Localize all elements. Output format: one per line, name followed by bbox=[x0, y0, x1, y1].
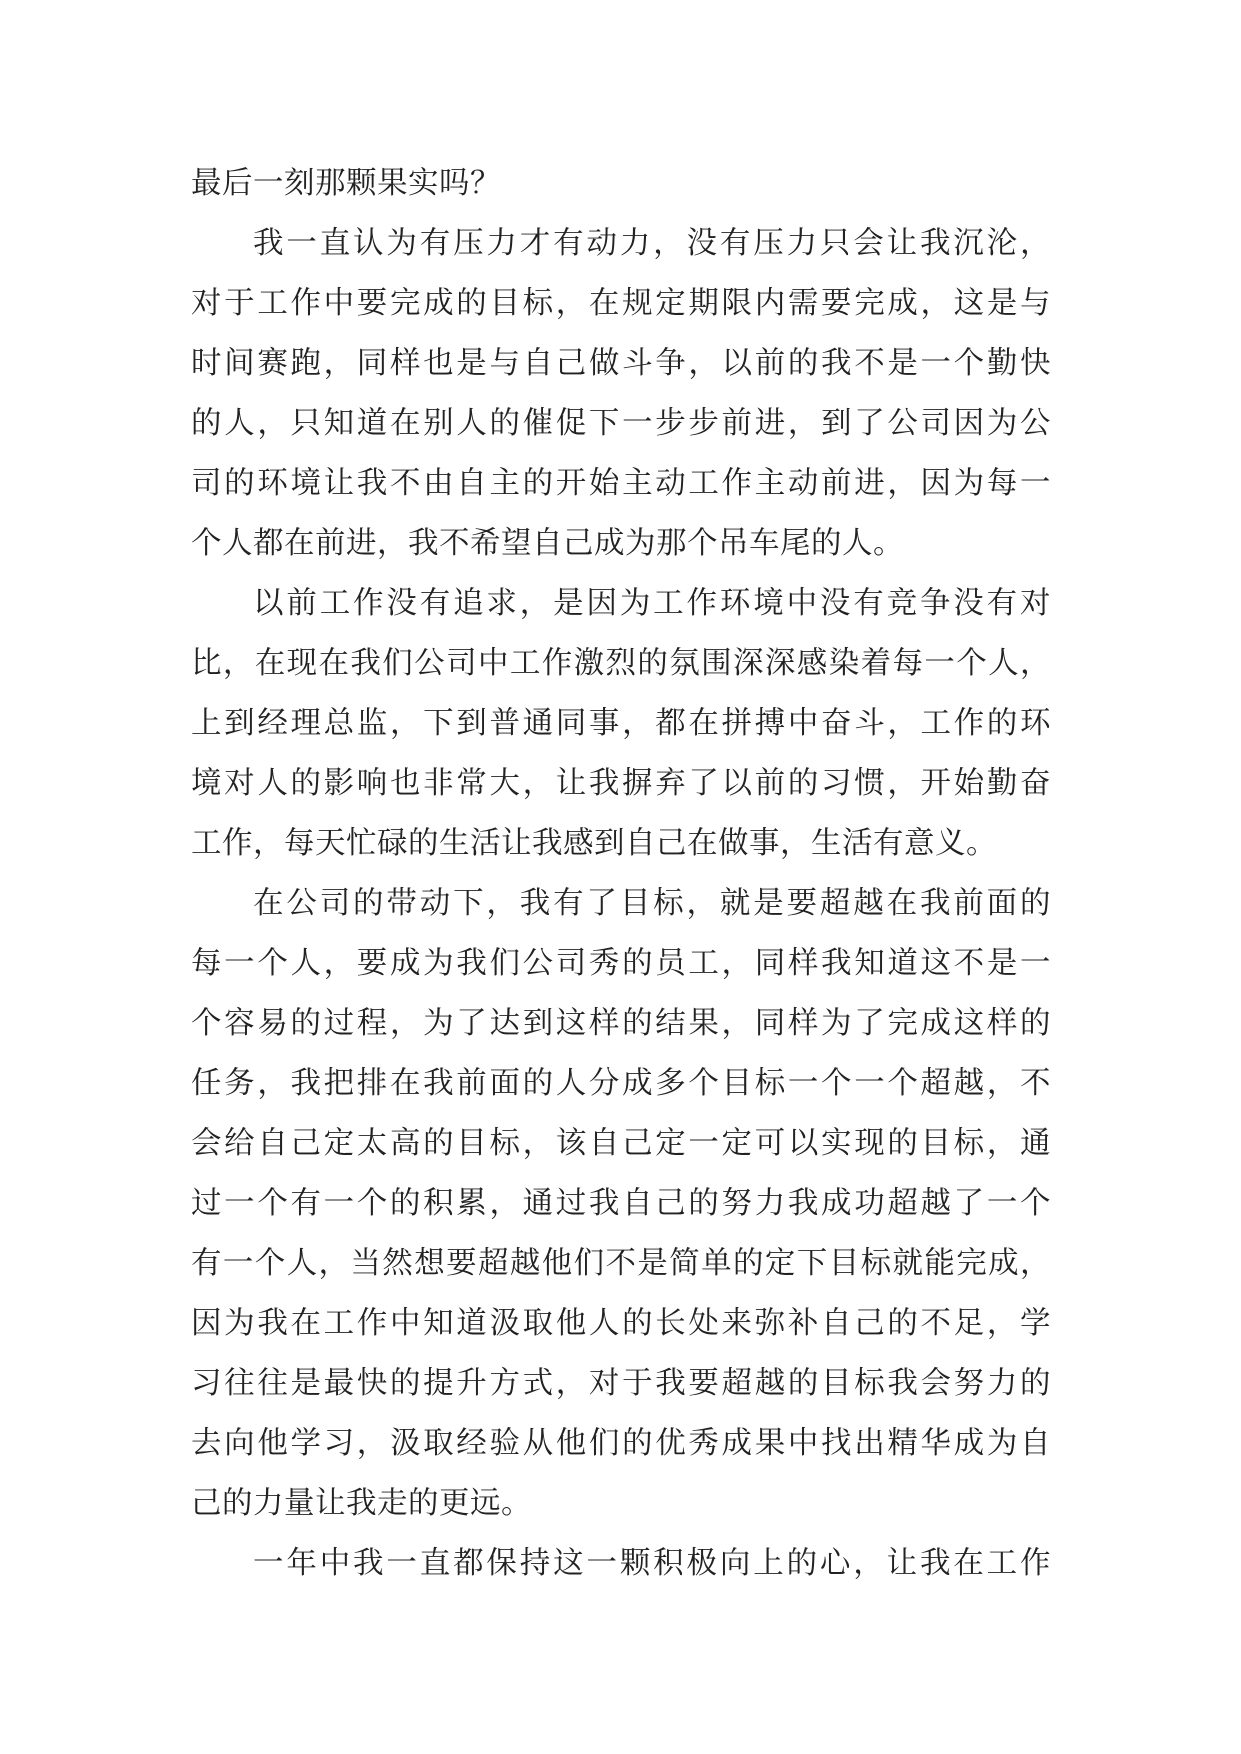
text-line: 每一个人，要成为我们公司秀的员工，同样我知道这不是一 bbox=[191, 946, 1051, 981]
paragraph-first-line: 我一直认为有压力才有动力，没有压力只会让我沉沦， bbox=[253, 226, 1051, 261]
text-line: 境对人的影响也非常大，让我摒弃了以前的习惯，开始勤奋 bbox=[191, 766, 1051, 801]
paragraph-first-line: 在公司的带动下，我有了目标，就是要超越在我前面的 bbox=[253, 886, 1051, 921]
text-line: 有一个人，当然想要超越他们不是简单的定下目标就能完成， bbox=[191, 1246, 1051, 1281]
text-line: 比，在现在我们公司中工作激烈的氛围深深感染着每一个人， bbox=[191, 646, 1051, 681]
text-line: 时间赛跑，同样也是与自己做斗争，以前的我不是一个勤快 bbox=[191, 346, 1051, 381]
text-line: 工作，每天忙碌的生活让我感到自己在做事，生活有意义。 bbox=[191, 826, 997, 861]
text-line: 个容易的过程，为了达到这样的结果，同样为了完成这样的 bbox=[191, 1006, 1051, 1041]
document-body bbox=[191, 154, 1051, 1594]
text-line: 因为我在工作中知道汲取他人的长处来弥补自己的不足，学 bbox=[191, 1306, 1051, 1341]
text-line: 去向他学习，汲取经验从他们的优秀成果中找出精华成为自 bbox=[191, 1426, 1051, 1461]
text-line: 己的力量让我走的更远。 bbox=[191, 1486, 532, 1521]
paragraph-first-line: 一年中我一直都保持这一颗积极向上的心，让我在工作 bbox=[253, 1546, 1051, 1581]
text-line: 上到经理总监，下到普通同事，都在拼搏中奋斗，工作的环 bbox=[191, 706, 1051, 741]
text-line: 习往往是最快的提升方式，对于我要超越的目标我会努力的 bbox=[191, 1366, 1051, 1401]
text-line: 个人都在前进，我不希望自己成为那个吊车尾的人。 bbox=[191, 526, 904, 561]
text-line: 的人，只知道在别人的催促下一步步前进，到了公司因为公 bbox=[191, 406, 1051, 441]
text-line: 过一个有一个的积累，通过我自己的努力我成功超越了一个 bbox=[191, 1186, 1051, 1221]
paragraph-first-line: 以前工作没有追求，是因为工作环境中没有竞争没有对 bbox=[253, 586, 1051, 621]
text-line: 任务，我把排在我前面的人分成多个目标一个一个超越，不 bbox=[191, 1066, 1051, 1101]
text-line: 会给自己定太高的目标，该自己定一定可以实现的目标，通 bbox=[191, 1126, 1051, 1161]
text-line: 最后一刻那颗果实吗？ bbox=[191, 166, 501, 201]
text-line: 司的环境让我不由自主的开始主动工作主动前进，因为每一 bbox=[191, 466, 1051, 501]
text-line: 对于工作中要完成的目标，在规定期限内需要完成，这是与 bbox=[191, 286, 1051, 321]
